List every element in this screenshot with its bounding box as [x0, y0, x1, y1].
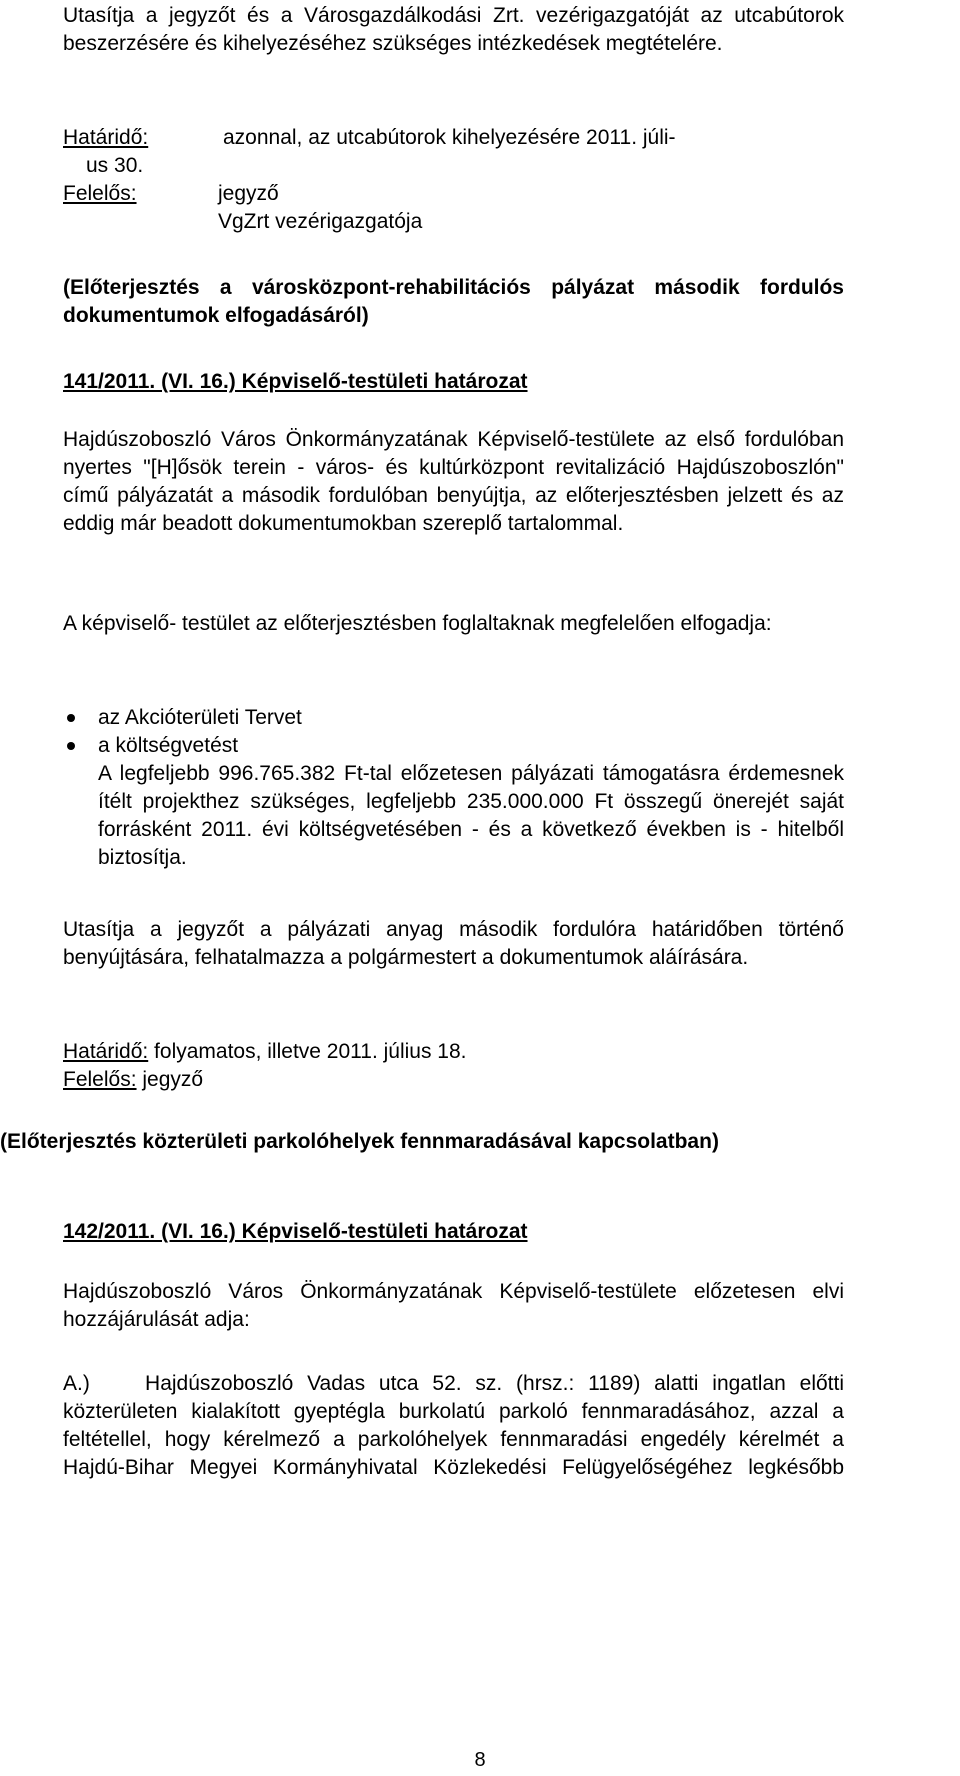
bullet-icon — [67, 714, 75, 722]
resolution-141-paragraph-2: A képviselő- testület az előterjesztésben foglaltaknak megfelelően elfogadja: — [63, 612, 772, 635]
resolution-142-title: 142/2011. (VI. 16.) Képviselő-testületi határozat — [63, 1220, 528, 1243]
responsible-1-row — [63, 180, 844, 208]
responsible-2 — [63, 1066, 844, 1094]
list-item-label: az Akcióterületi Tervet — [98, 706, 302, 729]
responsible-1 — [63, 180, 844, 236]
deadline-1-value: azonnal, az utcabútorok kihelyezésére 2011. júli- — [223, 126, 676, 149]
responsible-1-line1: jegyző — [218, 182, 279, 205]
resolution-141-title: 141/2011. (VI. 16.) Képviselő-testületi határozat — [63, 370, 528, 393]
deadline-1-label: Határidő: — [63, 126, 149, 149]
deadline-2-value: folyamatos, illetve 2011. július 18. — [148, 1040, 467, 1063]
agenda-heading-2: (Előterjesztés közterületi parkolóhelyek fennmaradásával kapcsolatban) — [0, 1130, 719, 1153]
responsible-2-label: Felelős: — [63, 1068, 137, 1091]
responsible-2-value: jegyző — [136, 1068, 204, 1091]
responsible-1-line2: VgZrt vezérigazgatója — [218, 210, 423, 233]
bullet-icon — [67, 742, 75, 750]
deadline-2 — [63, 1038, 844, 1066]
deadline-1 — [63, 124, 844, 180]
list-item — [67, 704, 844, 732]
page-number: 8 — [474, 1749, 486, 1771]
resolution-142-paragraph-2: A.) Hajdúszoboszló Vadas utca 52. sz. (hrsz.: 1189) alatti ingatlan előtti közterületen kialakított gyeptégla burkolatú parkoló fennmaradásához, azzal a feltétellel, hogy kérelmező a parkolóhelyek fennmaradási engedély kérelmét a Hajdú-Bihar Megyei Kormányhivatal Közlekedési Felügyelőségéhez legkésőbb — [63, 1372, 850, 1479]
adopted-items-list — [67, 704, 844, 760]
deadline-2-label: Határidő: — [63, 1040, 149, 1063]
resolution-141-paragraph-1: Hajdúszoboszló Város Önkormányzatának Képviselő-testülete az első fordulóban nyertes "[H]ősök terein - város- és kultúrközpont revitalizáció Hajdúszoboszlón" című pályázatát a második fordulóban benyújtja, az előterjesztésben jelzett és az eddig már beadott dokumentumokban szereplő tartalommal. — [63, 428, 844, 535]
list-item — [67, 732, 844, 760]
resolution-142-paragraph-1: Hajdúszoboszló Város Önkormányzatának Képviselő-testülete előzetesen elvi hozzájárulását adja: — [63, 1280, 844, 1331]
deadline-1-continuation: us 30. — [86, 154, 144, 177]
budget-paragraph: A legfeljebb 996.765.382 Ft-tal előzetesen pályázati támogatásra érdemesnek ítélt projekthez szükséges, legfeljebb 235.000.000 Ft összegű önerejét saját forrásként 2011. évi költségvetésében - és a következő években is - hitelből biztosítja. — [98, 762, 844, 869]
list-item-label: a költségvetést — [98, 734, 239, 757]
agenda-heading-1: (Előterjesztés a városközpont-rehabilitációs pályázat második fordulós dokumentumok elfogadásáról) — [63, 276, 844, 327]
deadline-1-row — [63, 124, 844, 152]
resolution-141-paragraph-3: Utasítja a jegyzőt a pályázati anyag második fordulóra határidőben történő benyújtására, felhatalmazza a polgármestert a dokumentumok aláírására. — [63, 918, 844, 969]
responsible-1-label: Felelős: — [63, 182, 137, 205]
intro-paragraph: Utasítja a jegyzőt és a Városgazdálkodási Zrt. vezérigazgatóját az utcabútorok beszerzésére és kihelyezéséhez szükséges intézkedések megtételére. — [63, 4, 844, 55]
